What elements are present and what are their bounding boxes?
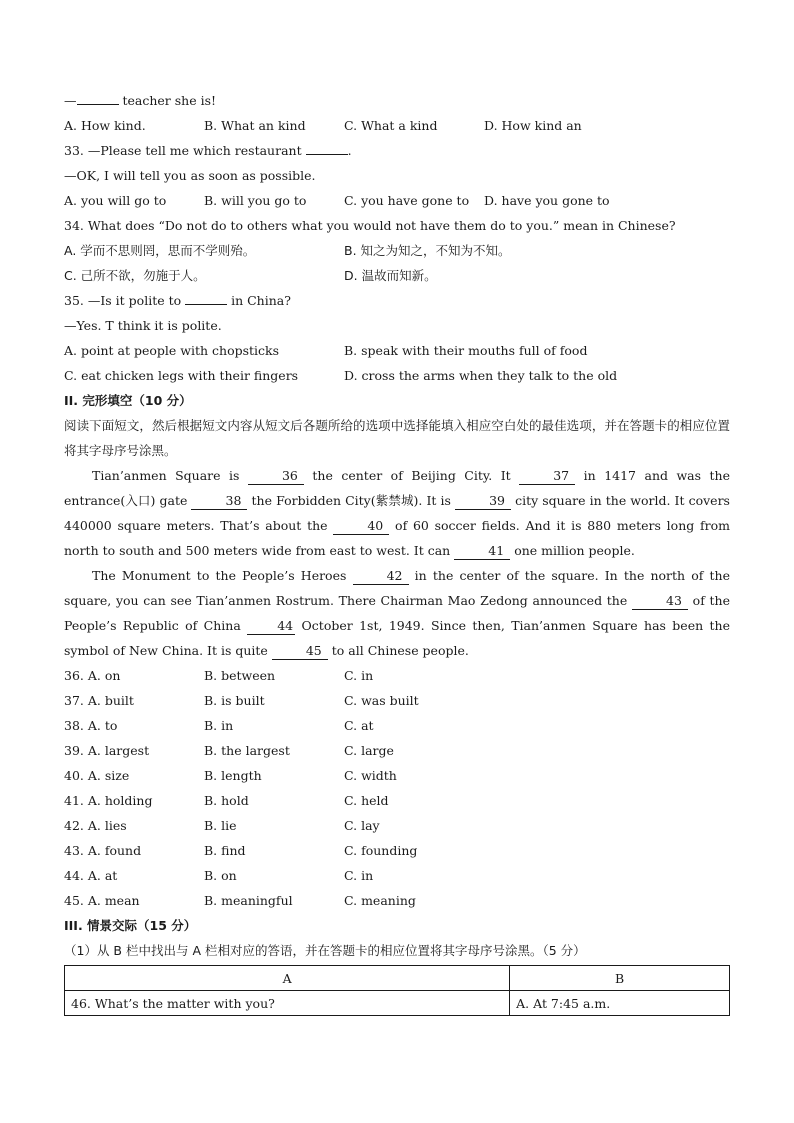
cloze-question-row: 38. A. to B. in C. at — [64, 718, 374, 733]
option-d: D. cross the arms when they talk to the old — [344, 368, 618, 383]
cloze-passage-paragraph-1: Tian’anmen Square is 36 the center of Beijing City. It 37 in 1417 and was the entrance(入口) gate 38 the Forbidden City(紫禁城). It is 39 city square in the world. It covers 440000 square meters. That’s about the 40 of 60 soccer fields. And it is 880 meters long from north to south and 500 meters wide from east to west. It can 41 one million people. — [64, 468, 730, 558]
column-b-header: B — [510, 966, 730, 991]
q33-reply: —OK, I will tell you as soon as possible. — [64, 168, 316, 183]
cloze-question-row: 36. A. on B. between C. in — [64, 668, 374, 683]
blank-42: 42 — [353, 568, 409, 585]
section-2-title: II. 完形填空（10 分） — [64, 393, 192, 408]
blank-39: 39 — [455, 493, 511, 510]
q34-options-row2 — [64, 263, 730, 288]
q35-options-row1 — [64, 338, 730, 363]
q34-stem: 34. What does “Do not do to others what you would not have them do to you.” mean in Chinese? — [64, 218, 676, 233]
option-d: D. How kind an — [484, 118, 582, 133]
cloze-question-row: 39. A. largest B. the largest C. large — [64, 743, 394, 758]
column-a-header: A — [65, 966, 510, 991]
option-a: A. point at people with chopsticks — [64, 343, 280, 358]
blank-44: 44 — [247, 618, 295, 635]
q34-options-row1 — [64, 238, 730, 263]
option-c: C. you have gone to — [344, 193, 470, 208]
exam-page — [64, 88, 730, 1016]
blank-37: 37 — [519, 468, 575, 485]
cloze-question-row: 43. A. found B. find C. founding — [64, 843, 418, 858]
blank-45: 45 — [272, 643, 328, 660]
table-header-row — [65, 966, 730, 991]
column-b-cell: A. At 7:45 a.m. — [510, 991, 730, 1016]
blank-43: 43 — [632, 593, 688, 610]
q35-options-row2 — [64, 363, 730, 388]
option-b: B. will you go to — [204, 193, 307, 208]
table-row — [65, 991, 730, 1016]
cloze-question-row: 41. A. holding B. hold C. held — [64, 793, 389, 808]
cloze-question-row: 44. A. at B. on C. in — [64, 868, 374, 883]
column-a-cell: 46. What’s the matter with you? — [65, 991, 510, 1016]
section-3-sub-instruction: （1）从 B 栏中找出与 A 栏相对应的答语，并在答题卡的相应位置将其字母序号涂黑。（5 分） — [64, 943, 586, 958]
option-c: C. eat chicken legs with their fingers — [64, 368, 299, 383]
option-a: A. you will go to — [64, 193, 167, 208]
cloze-question-row: 42. A. lies B. lie C. lay — [64, 818, 380, 833]
q32-options — [64, 113, 730, 138]
cloze-question-row: 37. A. built B. is built C. was built — [64, 693, 419, 708]
q33-options — [64, 188, 730, 213]
blank-38: 38 — [191, 493, 247, 510]
blank-41: 41 — [454, 543, 510, 560]
section-2-instruction: 阅读下面短文，然后根据短文内容从短文后各题所给的选项中选择能填入相应空白处的最佳选项，并在答题卡的相应位置将其字母序号涂黑。 — [64, 418, 730, 458]
option-d: D. have you gone to — [484, 193, 610, 208]
q33-stem: 33. —Please tell me which restaurant . — [64, 143, 352, 158]
option-b: B. speak with their mouths full of food — [344, 343, 588, 358]
cloze-options-list — [64, 663, 730, 913]
option-c: C. 己所不欲，勿施于人。 — [64, 268, 206, 283]
blank-40: 40 — [333, 518, 389, 535]
q35-stem: 35. —Is it polite to in China? — [64, 293, 291, 308]
cloze-passage-paragraph-2: The Monument to the People’s Heroes 42 in the center of the square. In the north of the square, you can see Tian’anmen Rostrum. There Chairman Mao Zedong announced the 43 of the People’s Republic of China 44 October 1st, 1949. Since then, Tian’anmen Square has been the symbol of New China. It is quite 45 to all Chinese people. — [64, 568, 731, 658]
option-b: B. 知之为知之，不知为不知。 — [344, 243, 511, 258]
answer-blank — [77, 104, 119, 105]
matching-table — [64, 965, 730, 1016]
q32-stem: — teacher she is! — [64, 93, 217, 108]
section-3-title: III. 情景交际（15 分） — [64, 918, 197, 933]
cloze-question-row: 45. A. mean B. meaningful C. meaning — [64, 893, 416, 908]
option-a: A. How kind. — [64, 118, 146, 133]
answer-blank — [185, 304, 227, 305]
cloze-question-row: 40. A. size B. length C. width — [64, 768, 397, 783]
answer-blank — [306, 154, 348, 155]
option-d: D. 温故而知新。 — [344, 268, 437, 283]
blank-36: 36 — [248, 468, 304, 485]
option-a: A. 学而不思则罔，思而不学则殆。 — [64, 243, 256, 258]
option-b: B. What an kind — [204, 118, 306, 133]
q35-reply: —Yes. T think it is polite. — [64, 318, 222, 333]
option-c: C. What a kind — [344, 118, 438, 133]
